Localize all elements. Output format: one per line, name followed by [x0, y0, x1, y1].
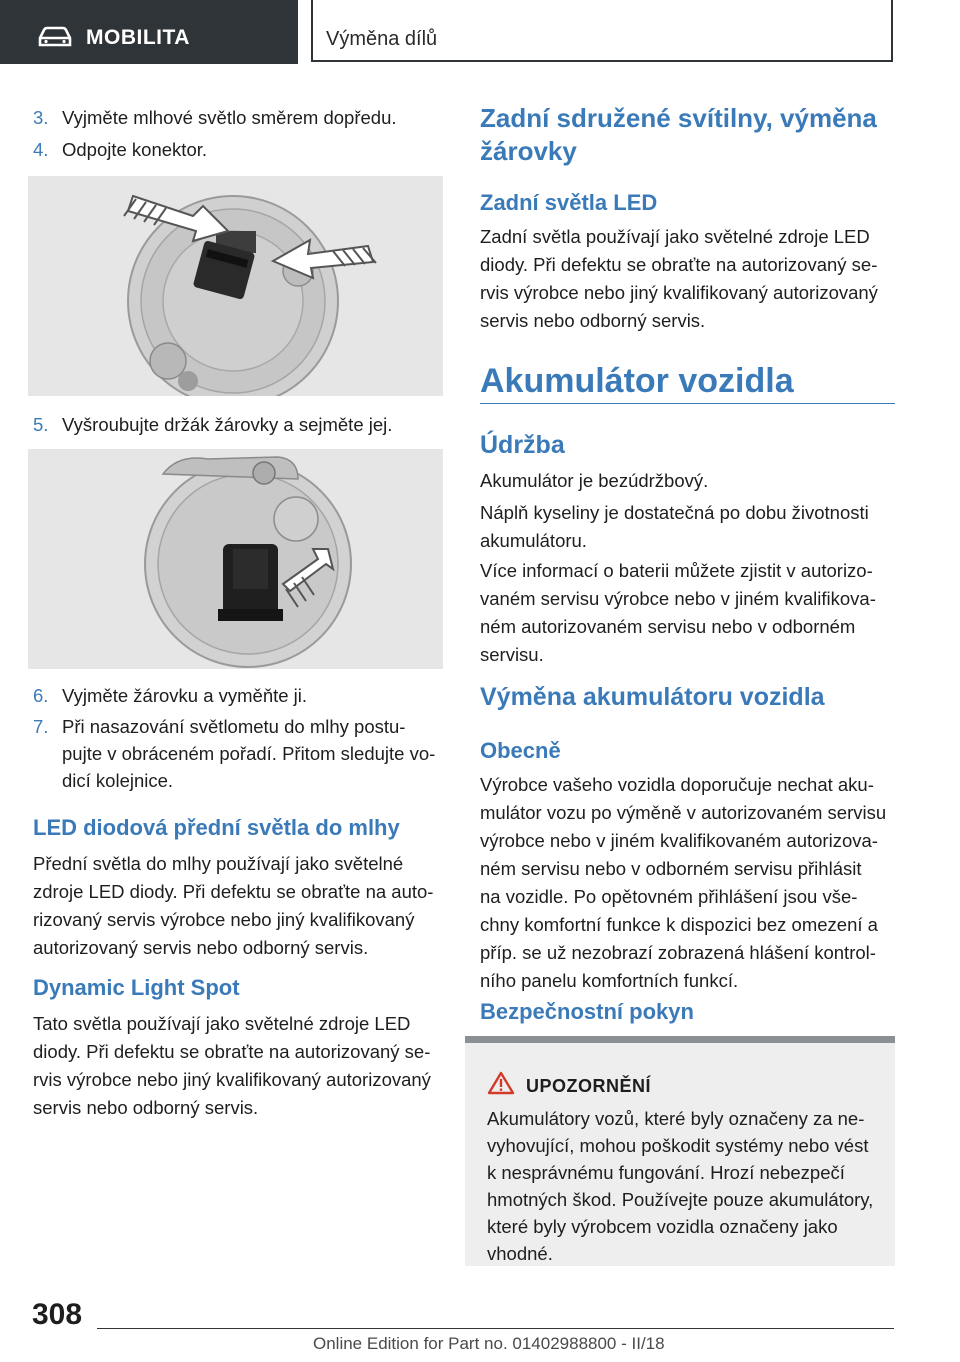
text-line: Více informací o baterii můžete zjistit v autorizo-: [480, 560, 873, 581]
text-line: chny komfortní funkce k dispozici bez omezení a: [480, 914, 878, 935]
car-icon: [37, 26, 73, 48]
step-number: 7.: [33, 716, 49, 737]
step-text-line: dicí kolejnice.: [62, 770, 174, 791]
text-line: Přední světla do mlhy používají jako světelné: [33, 853, 404, 874]
text-line: Zadní světla používají jako světelné zdroje LED: [480, 226, 870, 247]
chapter-title: Výměna dílů: [326, 28, 438, 50]
text-line: autorizovaný servis nebo odborný servis.: [33, 937, 369, 958]
text-line: servis nebo odborný servis.: [480, 310, 706, 331]
general-text: [480, 771, 886, 995]
step-text-line: pujte v obráceném pořadí. Přitom sledujte vo-: [62, 743, 436, 764]
text-line: Akumulátor je bezúdržbový.: [480, 470, 709, 491]
text-line: výrobce nebo v jiném kvalifikovaném autorizova-: [480, 830, 878, 851]
text-line: servisu.: [480, 644, 544, 665]
text-line: rizovaný servis výrobce nebo jiný kvalifikovaný: [33, 909, 415, 930]
rear-led-text: [480, 223, 878, 335]
maintenance-p2: [480, 499, 869, 555]
bulb-holder-illustration: [28, 449, 443, 669]
text-line: servis nebo odborný servis.: [33, 1097, 259, 1118]
step-number: 4.: [33, 139, 49, 160]
text-line: vhodné.: [487, 1243, 553, 1264]
text-line: vaném servisu výrobce nebo v jiném kvalifikova-: [480, 588, 876, 609]
text-line: příp. se už nezobrazí zobrazená hlášení kontrol-: [480, 942, 876, 963]
step-7: [33, 713, 453, 797]
text-line: Výrobce vašeho vozidla doporučuje nechat aku-: [480, 774, 874, 795]
text-line: zdroje LED diody. Při defektu se obraťte na auto-: [33, 881, 434, 902]
step-text: Vyjměte mlhové světlo směrem dopředu.: [62, 107, 397, 128]
led-fog-text: [33, 850, 433, 962]
rear-lights-heading: [480, 102, 877, 168]
step-number: 3.: [33, 107, 49, 128]
text-line: Akumulátory vozů, které byly označeny za ne-: [487, 1108, 865, 1129]
text-line: rvis výrobce nebo jiný kvalifikovaný autorizovaný: [480, 282, 878, 303]
dynamic-light-text: [33, 1010, 431, 1122]
text-line: mulátor vozu po výměně v autorizovaném servisu: [480, 802, 887, 823]
text-line: které byly výrobcem vozidla označeny jako: [487, 1216, 838, 1237]
battery-title: Akumulátor vozidla: [480, 362, 794, 400]
step-text: Vyjměte žárovku a vyměňte ji.: [62, 685, 308, 706]
text-line: ném servisu nebo v odborném servisu přihlásit: [480, 858, 862, 879]
text-line: akumulátoru.: [480, 530, 587, 551]
page-number: 308: [32, 1298, 83, 1331]
text-line: diody. Při defektu se obraťte na autorizovaný se-: [33, 1041, 431, 1062]
warning-title: UPOZORNĚNÍ: [526, 1076, 652, 1096]
maintenance-heading: Údržba: [480, 431, 565, 459]
fog-light-connector-illustration: [28, 176, 443, 396]
heading-line: žárovky: [480, 136, 577, 166]
warning-triangle-icon: [487, 1071, 515, 1095]
warning-box: [465, 1036, 895, 1266]
step-number: 5.: [33, 414, 49, 435]
safety-heading: Bezpečnostní pokyn: [480, 999, 694, 1024]
text-line: ném autorizovaném servisu nebo v odborném: [480, 616, 856, 637]
chapter-header: [311, 0, 893, 62]
maintenance-p1: [480, 467, 708, 495]
footer-edition: Online Edition for Part no. 01402988800 - II/18: [313, 1334, 665, 1353]
rear-led-heading: Zadní světla LED: [480, 190, 658, 215]
heading-line: Zadní sdružené svítilny, výměna: [480, 103, 877, 133]
text-line: vyhovující, mohou poškodit systémy nebo vést: [487, 1135, 869, 1156]
step-text-line: Při nasazování světlometu do mlhy postu-: [62, 716, 406, 737]
step-text: Odpojte konektor.: [62, 139, 208, 160]
text-line: na vozidle. Po opětovném přihlášení jsou vše-: [480, 886, 858, 907]
maintenance-p3: [480, 557, 876, 669]
text-line: k nesprávnému fungování. Hrozí nebezpečí: [487, 1162, 845, 1183]
title-rule: [480, 403, 895, 404]
text-line: Tato světla používají jako světelné zdroje LED: [33, 1013, 411, 1034]
text-line: ního panelu komfortních funkcí.: [480, 970, 739, 991]
replacement-heading: Výměna akumulátoru vozidla: [480, 683, 825, 711]
step-text: Vyšroubujte držák žárovky a sejměte jej.: [62, 414, 393, 435]
text-line: diody. Při defektu se obraťte na autorizovaný se-: [480, 254, 878, 275]
dynamic-light-heading: Dynamic Light Spot: [33, 975, 240, 1000]
step-number: 6.: [33, 685, 49, 706]
section-tab: [0, 0, 298, 64]
text-line: rvis výrobce nebo jiný kvalifikovaný autorizovaný: [33, 1069, 431, 1090]
text-line: hmotných škod. Používejte pouze akumulátory,: [487, 1189, 874, 1210]
text-line: Náplň kyseliny je dostatečná po dobu životnosti: [480, 502, 869, 523]
footer-rule: [97, 1328, 894, 1329]
section-label: MOBILITA: [86, 26, 190, 49]
led-fog-heading: LED diodová přední světla do mlhy: [33, 815, 400, 840]
general-heading: Obecně: [480, 738, 561, 763]
warning-text: [487, 1105, 873, 1267]
